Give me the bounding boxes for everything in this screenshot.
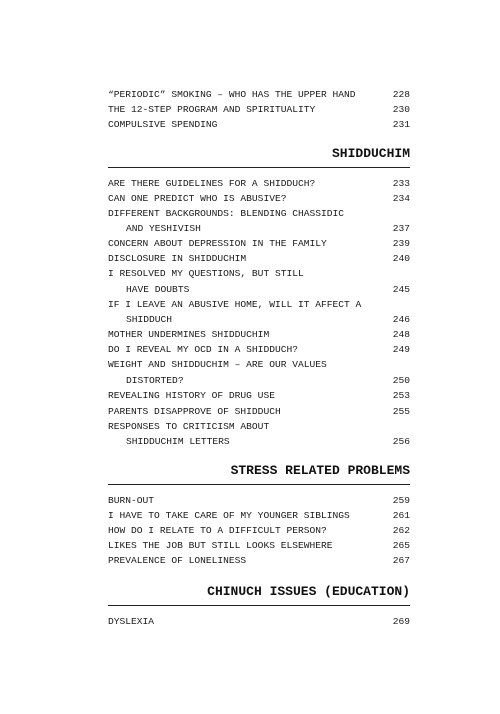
toc-entry-title: WEIGHT AND SHIDDUCHIM – ARE OUR VALUES: [108, 359, 327, 370]
toc-entry-continuation: [108, 373, 410, 388]
toc-entry: [108, 117, 410, 132]
toc-entry: [108, 404, 410, 419]
toc-entry: [108, 206, 410, 221]
toc-entry: [108, 357, 410, 372]
toc-entry-continuation: [108, 434, 410, 449]
toc-entry: [108, 538, 410, 553]
toc-entry: [108, 266, 410, 281]
toc-entry-title: THE 12-STEP PROGRAM AND SPIRITUALITY: [108, 104, 316, 115]
section-rule: [108, 605, 410, 606]
toc-entry-title: HAVE DOUBTS: [126, 284, 190, 295]
toc-entry-title: RESPONSES TO CRITICISM ABOUT: [108, 421, 270, 432]
toc-entry: [108, 342, 410, 357]
toc-entry-continuation: [108, 221, 410, 236]
toc-entry-title: BURN-OUT: [108, 495, 155, 506]
toc-entry-title: REVEALING HISTORY OF DRUG USE: [108, 390, 275, 401]
toc-entry-title: LIKES THE JOB BUT STILL LOOKS ELSEWHERE: [108, 540, 333, 551]
toc-entry-title: MOTHER UNDERMINES SHIDDUCHIM: [108, 329, 270, 340]
section-rule: [108, 167, 410, 168]
toc-entry-page: 239: [392, 238, 410, 249]
toc-entry-page: 250: [392, 375, 410, 386]
toc-entry-page: 240: [392, 253, 410, 264]
toc-entry-title: PREVALENCE OF LONELINESS: [108, 555, 247, 566]
toc-entry-page: 262: [392, 525, 410, 536]
toc-entry-continuation: [108, 312, 410, 327]
toc-entry-title: DISTORTED?: [126, 375, 184, 386]
toc-entry-title: I RESOLVED MY QUESTIONS, BUT STILL: [108, 268, 304, 279]
toc-entry-page: 245: [392, 284, 410, 295]
toc-entry-title: COMPULSIVE SPENDING: [108, 119, 218, 130]
toc-entry-title: “PERIODIC” SMOKING – WHO HAS THE UPPER HAND: [108, 89, 356, 100]
toc-entry: [108, 297, 410, 312]
toc-entry-title: I HAVE TO TAKE CARE OF MY YOUNGER SIBLINGS: [108, 510, 350, 521]
toc-entry: [108, 493, 410, 508]
toc-entry-continuation: [108, 282, 410, 297]
toc-entry: [108, 419, 410, 434]
toc-entry-title: CONCERN ABOUT DEPRESSION IN THE FAMILY: [108, 238, 327, 249]
toc-entry-title: CAN ONE PREDICT WHO IS ABUSIVE?: [108, 193, 287, 204]
toc-entry-title: AND YESHIVISH: [126, 223, 201, 234]
toc-entry: [108, 523, 410, 538]
toc-entry: [108, 102, 410, 117]
toc-entry-page: 265: [392, 540, 410, 551]
toc-entry-page: 237: [392, 223, 410, 234]
toc-entry-title: ARE THERE GUIDELINES FOR A SHIDDUCH?: [108, 178, 316, 189]
toc-entry-title: DISCLOSURE IN SHIDDUCHIM: [108, 253, 247, 264]
toc-entry-page: 228: [392, 89, 410, 100]
toc-entry-title: SHIDDUCHIM LETTERS: [126, 436, 230, 447]
section-rule: [108, 484, 410, 485]
section-heading-stress: STRESS RELATED PROBLEMS: [230, 463, 410, 478]
toc-entry-title: SHIDDUCH: [126, 314, 173, 325]
toc-entry-page: 248: [392, 329, 410, 340]
toc-entry: [108, 87, 410, 102]
toc-entry: [108, 236, 410, 251]
toc-entry: [108, 553, 410, 568]
toc-entry: [108, 508, 410, 523]
toc-entry-page: 249: [392, 344, 410, 355]
toc-entry-page: 234: [392, 193, 410, 204]
toc-entry-page: 256: [392, 436, 410, 447]
toc-entry-page: 267: [392, 555, 410, 566]
toc-entry-title: HOW DO I RELATE TO A DIFFICULT PERSON?: [108, 525, 327, 536]
toc-entry-page: 259: [392, 495, 410, 506]
toc-entry-page: 261: [392, 510, 410, 521]
toc-entry-title: DO I REVEAL MY OCD IN A SHIDDUCH?: [108, 344, 298, 355]
toc-entry-page: 230: [392, 104, 410, 115]
toc-entry: [108, 327, 410, 342]
toc-entry-page: 231: [392, 119, 410, 130]
toc-entry-page: 255: [392, 406, 410, 417]
toc-entry: [108, 251, 410, 266]
toc-entry-page: 269: [392, 616, 410, 627]
toc-entry: [108, 191, 410, 206]
toc-entry-title: IF I LEAVE AN ABUSIVE HOME, WILL IT AFFECT A: [108, 299, 362, 310]
toc-entry-title: DIFFERENT BACKGROUNDS: BLENDING CHASSIDIC: [108, 208, 345, 219]
toc-entry-page: 246: [392, 314, 410, 325]
toc-entry-page: 253: [392, 390, 410, 401]
toc-entry: [108, 176, 410, 191]
section-heading-chinuch: CHINUCH ISSUES (EDUCATION): [207, 584, 410, 599]
toc-entry-title: PARENTS DISAPPROVE OF SHIDDUCH: [108, 406, 281, 417]
toc-entry: [108, 614, 410, 629]
section-heading-shidduchim: SHIDDUCHIM: [331, 146, 410, 161]
toc-entry-title: DYSLEXIA: [108, 616, 155, 627]
toc-entry-page: 233: [392, 178, 410, 189]
toc-entry: [108, 388, 410, 403]
